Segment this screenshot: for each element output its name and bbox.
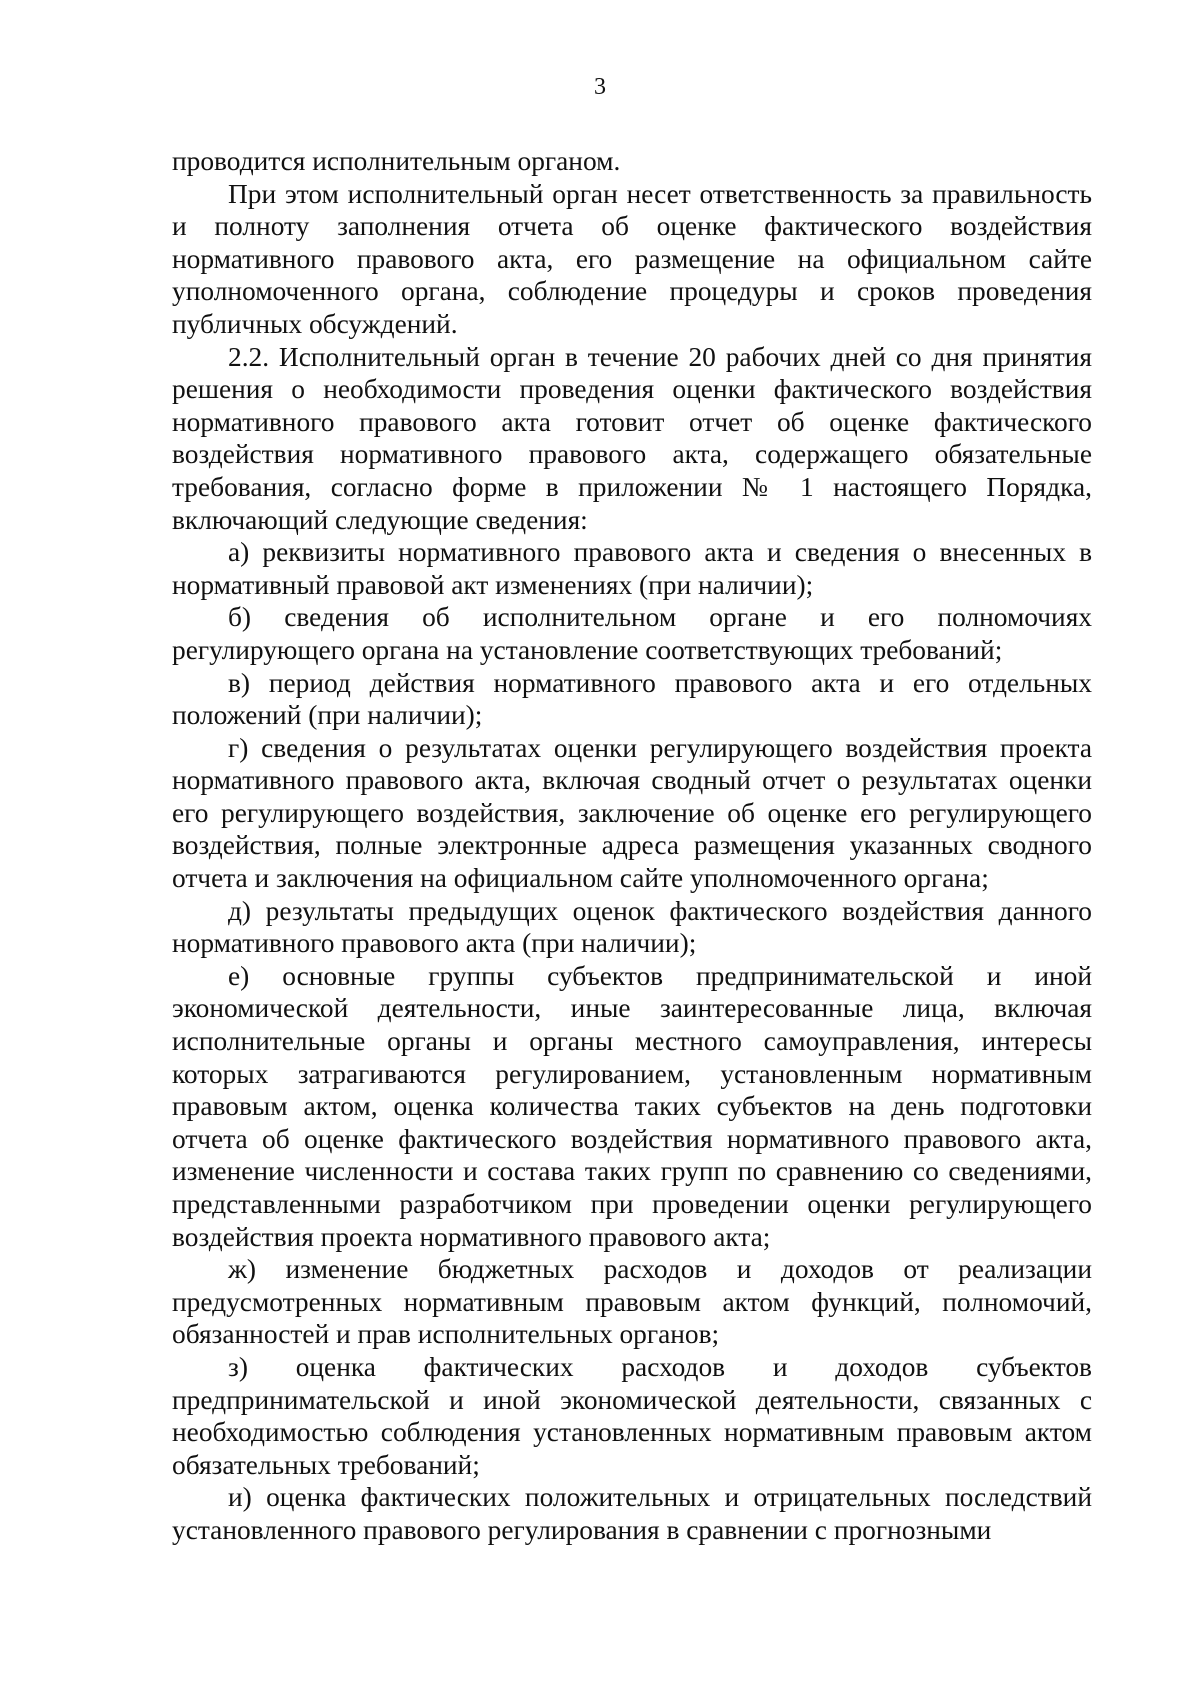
list-item-i: и) оценка фактических положительных и отрицательных последствий установленного правового регулирования в сравнении с прогнозными bbox=[172, 1482, 1092, 1545]
paragraph-responsibility: При этом исполнительный орган несет ответственность за правильность и полноту заполнения отчета об оценке фактического воздействия нормативного правового акта, его размещение на официальном сайте уполномоченного органа, соблюдение процедуры и сроков проведения публичных обсуждений. bbox=[172, 178, 1092, 339]
paragraph-clause-2-2: 2.2. Исполнительный орган в течение 20 рабочих дней со дня принятия решения о необходимости проведения оценки фактического воздействия нормативного правового акта готовит отчет об оценке фактического воздействия нормативного правового акта, содержащего обязательные требования, согласно форме в приложении № 1 настоящего Порядка, включающий следующие сведения: bbox=[172, 341, 1092, 535]
list-item-v: в) период действия нормативного правового акта и его отдельных положений (при наличии); bbox=[172, 667, 1092, 731]
list-item-z: з) оценка фактических расходов и доходов субъектов предпринимательской и иной экономической деятельности, связанных с необходимостью соблюдения установленных нормативным правовым актом обязательных требований; bbox=[172, 1351, 1092, 1480]
list-item-b: б) сведения об исполнительном органе и его полномочиях регулирующего органа на установление соответствующих требований; bbox=[172, 602, 1092, 665]
paragraph-continuation: проводится исполнительным органом. bbox=[172, 146, 621, 176]
page-number: 3 bbox=[594, 74, 606, 100]
list-item-a: а) реквизиты нормативного правового акта и сведения о внесенных в нормативный правовой акт изменениях (при наличии); bbox=[172, 537, 1092, 600]
list-item-e: е) основные группы субъектов предпринимательской и иной экономической деятельности, иные заинтересованные лица, включая исполнительные органы и органы местного самоуправления, интересы которых затрагиваются регулированием, установленным нормативным правовым актом, оценка количества таких субъектов на день подготовки отчета об оценке фактического воздействия нормативного правового акта, изменение численности и состава таких групп по сравнению со сведениями, представленными разработчиком при проведении оценки регулирующего воздействия проекта нормативного правового акта; bbox=[172, 960, 1092, 1252]
list-item-zh: ж) изменение бюджетных расходов и доходов от реализации предусмотренных нормативным правовым актом функций, полномочий, обязанностей и прав исполнительных органов; bbox=[172, 1254, 1092, 1350]
document-body bbox=[172, 145, 1092, 1547]
list-item-d: д) результаты предыдущих оценок фактического воздействия данного нормативного правового акта (при наличии); bbox=[172, 895, 1092, 959]
list-item-g: г) сведения о результатах оценки регулирующего воздействия проекта нормативного правового акта, включая сводный отчет о результатах оценки его регулирующего воздействия, заключение об оценке его регулирующего воздействия, полные электронные адреса размещения указанных сводного отчета и заключения на официальном сайте уполномоченного органа; bbox=[172, 732, 1092, 894]
